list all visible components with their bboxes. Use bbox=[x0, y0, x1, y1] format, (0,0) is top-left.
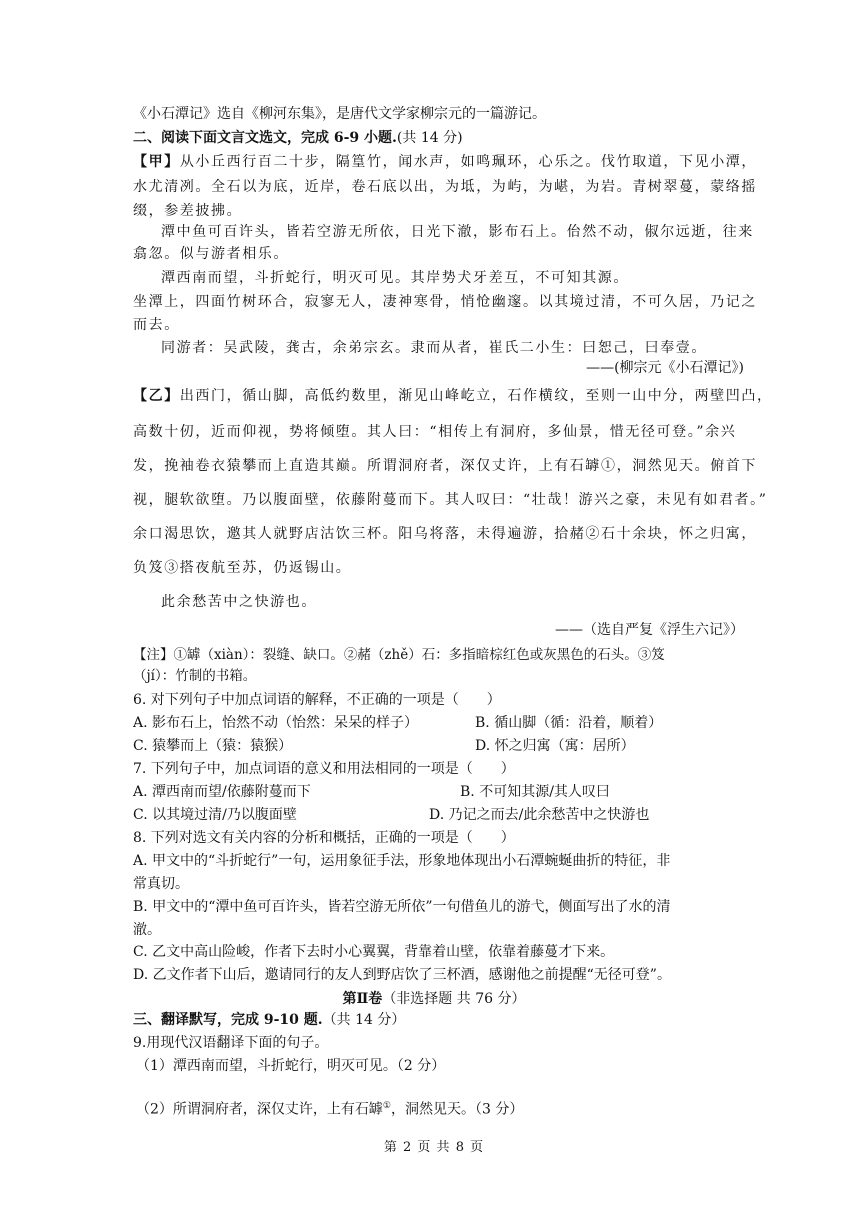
jia-line-6: 潭西南而望，斗折蛇行，明灭可见。其岸势犬牙差互，不可知其源。 bbox=[161, 270, 629, 286]
yi-line-5: 余口渴思饮，邀其人就野店沽饮三杯。阳乌将落，未得遍游，拾赭②石十余块，怀之归寓， bbox=[133, 526, 757, 542]
q9-footnote-mark: ① bbox=[382, 1101, 391, 1111]
q7-option-d: D. 乃记之而去/此余愁苦中之快游也 bbox=[429, 807, 650, 823]
section-3-title: 三、翻译默写，完成 9-10 题. bbox=[133, 1012, 323, 1028]
q8-option-d: D. 乙文作者下山后，邀请同行的友人到野店饮了三杯酒，感谢他之前提醒“无径可登”。 bbox=[133, 967, 671, 983]
jia-source: ——(柳宗元《小石潭记》) bbox=[586, 360, 744, 376]
q7-option-a: A. 潭西南而望/依藤附蔓而下 bbox=[133, 784, 311, 800]
q9-sentence-1: （1）潭西南而望，斗折蛇行，明灭可见。（2 分） bbox=[136, 1058, 446, 1074]
part-2-subtitle: （非选择题 共 76 分） bbox=[382, 991, 526, 1007]
q8-stem: 8. 下列对选文有关内容的分析和概括，正确的一项是（ ） bbox=[133, 830, 515, 846]
jia-line-2: 水尤清冽。全石以为底，近岸，卷石底以出，为坻，为屿，为嵁，为岩。青树翠蔓，蒙络摇 bbox=[133, 179, 757, 195]
yi-tag: 【乙】 bbox=[133, 388, 180, 404]
intro-line: 《小石潭记》选自《柳河东集》，是唐代文学家柳宗元的一篇游记。 bbox=[133, 106, 546, 122]
q6-option-c: C. 猿攀而上（猿：猿猴） bbox=[133, 738, 293, 754]
jia-tag: 【甲】 bbox=[133, 154, 180, 170]
section-3-score: （共 14 分） bbox=[322, 1012, 406, 1028]
q7-option-c: C. 以其境过清/乃以腹面壁 bbox=[133, 807, 297, 823]
yi-line-7: 此余愁苦中之快游也。 bbox=[161, 594, 317, 610]
q6-option-d: D. 怀之归寓（寓：居所） bbox=[475, 738, 635, 754]
notes-line-1: 【注】①罅（xiàn）：裂缝、缺口。②赭（zhě）石：多指暗棕红色或灰黑色的石头。③笈 bbox=[133, 647, 665, 663]
q8-option-b-line-2: 澈。 bbox=[133, 922, 161, 938]
q7-option-b: B. 不可知其源/其人叹曰 bbox=[460, 784, 610, 800]
part-2-heading bbox=[0, 988, 868, 1008]
q9-sentence-2: （2）所谓洞府者，深仅丈许，上有石罅①，洞然见天。（3 分） bbox=[136, 1101, 524, 1118]
yi-line-4: 视，腿软欲堕。乃以腹面壁，依藤附蔓而下。其人叹曰：“壮哉！游兴之豪，未见有如君者。” bbox=[133, 492, 768, 508]
jia-line-9: 同游者：吴武陵，龚古，余弟宗玄。隶而从者，崔氏二小生：曰恕己，曰奉壹。 bbox=[161, 340, 707, 356]
yi-line-2: 高数十仞，近而仰视，势将倾堕。其人曰：“相传上有洞府，多仙景，惜无径可登。”余兴 bbox=[133, 424, 737, 440]
q6-option-b: B. 循山脚（循：沿着，顺着） bbox=[475, 715, 663, 731]
jia-line-5: 翕忽。似与游者相乐。 bbox=[133, 246, 289, 262]
jia-line-7: 坐潭上，四面竹树环合，寂寥无人，凄神寒骨，悄怆幽邃。以其境过清，不可久居，乃记之 bbox=[133, 294, 757, 310]
q7-stem: 7. 下列句子中，加点词语的意义和用法相同的一项是（ ） bbox=[133, 761, 515, 777]
yi-line-3: 发，挽袖卷衣猿攀而上直造其巅。所谓洞府者，深仅丈许，上有石罅①，洞然见天。俯首下 bbox=[133, 458, 757, 474]
jia-line-3: 缀，参差披拂。 bbox=[133, 203, 243, 219]
section-2-heading bbox=[133, 128, 463, 148]
section-2-score: (共 14 分) bbox=[396, 130, 463, 146]
q8-option-c: C. 乙文中高山险峻，作者下去时小心翼翼，背靠着山壁，依靠着藤蔓才下来。 bbox=[133, 944, 615, 960]
q8-option-a-line-1: A. 甲文中的“斗折蛇行”一句，运用象征手法，形象地体现出小石潭蜿蜒曲折的特征，非 bbox=[133, 853, 671, 869]
q8-option-a-line-2: 常真切。 bbox=[133, 876, 189, 892]
jia-line-8: 而去。 bbox=[133, 317, 180, 333]
yi-line-1: 【乙】出西门，循山脚，高低约数里，渐见山峰屹立，石作横纹，至则一山中分，两壁凹凸， bbox=[133, 388, 773, 404]
yi-source: ——（选自严复《浮生六记》） bbox=[555, 622, 744, 638]
section-3-heading bbox=[133, 1010, 405, 1030]
jia-line-1: 【甲】从小丘西行百二十步，隔篁竹，闻水声，如鸣珮环，心乐之。伐竹取道，下见小潭， bbox=[133, 154, 758, 170]
yi-line-6: 负笈③搭夜航至苏，仍返锡山。 bbox=[133, 560, 352, 576]
q9-stem: 9.用现代汉语翻译下面的句子。 bbox=[133, 1035, 329, 1051]
q8-option-b-line-1: B. 甲文中的“潭中鱼可百许头，皆若空游无所依”一句借鱼儿的游弋，侧面写出了水的清 bbox=[133, 899, 671, 915]
q6-option-a: A. 影布石上，怡然不动（怡然：呆呆的样子） bbox=[133, 715, 419, 731]
section-2-title: 二、阅读下面文言文选文，完成 6-9 小题. bbox=[133, 130, 397, 146]
notes-line-2: （jí）：竹制的书箱。 bbox=[133, 668, 257, 684]
part-2-title: 第Ⅱ卷 bbox=[342, 991, 383, 1007]
q6-stem: 6. 对下列句子中加点词语的解释，不正确的一项是（ ） bbox=[133, 692, 501, 708]
page-footer: 第 2 页 共 8 页 bbox=[383, 1140, 485, 1155]
jia-line-4: 潭中鱼可百许头，皆若空游无所依，日光下澈，影布石上。佁然不动，俶尔远逝，往来 bbox=[161, 224, 754, 240]
